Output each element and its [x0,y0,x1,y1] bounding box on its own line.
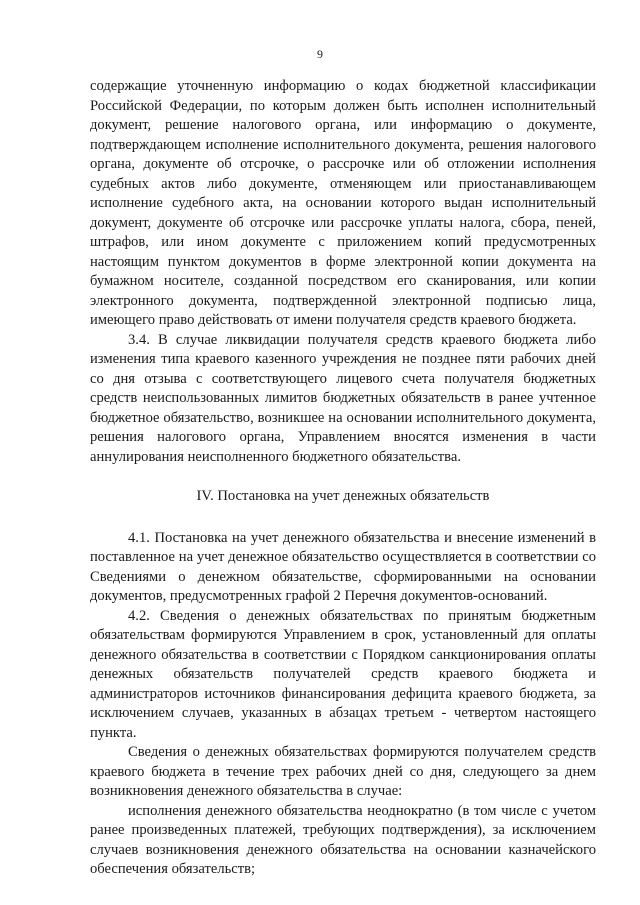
paragraph-svedeniya: Сведения о денежных обязательствах формируются получателем средств краевого бюджета в течение трех рабочих дней со дня, следующего за днем возникновения денежного обязательства в случае: [90,744,596,799]
document-body [90,77,596,880]
section-heading: IV. Постановка на учет денежных обязательств [196,488,490,504]
paragraph-4-2: 4.2. Сведения о денежных обязательствах по принятым бюджетным обязательствам формируются Управлением в срок, установленный для оплаты денежного обязательства в соответствии с Порядком санкционирования оплаты денежных обязательств получателей средств краевого бюджета и администраторов источников финансирования дефицита краевого бюджета, за исключением случаев, указанных в абзацах третьем - четвертом настоящего пункта. [90,607,596,741]
page-number: 9 [317,47,323,61]
paragraph-ispolneniya: исполнения денежного обязательства неоднократно (в том числе с учетом ранее произведенных платежей, требующих подтверждения), за исключением случаев возникновения денежного обязательства на основании казначейского обеспечения обязательств; [90,802,596,877]
paragraph-continuation: содержащие уточненную информацию о кодах бюджетной классификации Российской Федерации, по которым должен быть исполнен исполнительный документ, решение налогового органа, или информацию о документе, подтверждающем исполнение исполнительного документа, решения налогового органа, документе об отсрочке, о рассрочке или об отложении исполнения судебных актов либо документе, отменяющем или приостанавливающем исполнение судебного акта, на основании которого выдан исполнительный документ, документе об отсрочке или рассрочке уплаты налога, сбора, пеней, штрафов, или ином документе с приложением копий предусмотренных настоящим пунктом документов в форме электронной копии документа на бумажном носителе, созданной посредством его сканирования, или копии электронного документа, подтвержденной электронной подписью лица, имеющего право действовать от имени получателя средств краевого бюджета. [90,78,596,328]
paragraph-3-4: 3.4. В случае ликвидации получателя средств краевого бюджета либо изменения типа краевого казенного учреждения не позднее пяти рабочих дней со дня отзыва с соответствующего лицевого счета получателя бюджетных средств неиспользованных лимитов бюджетных обязательств в ранее учтенное бюджетное обязательство, возникшее на основании исполнительного документа, решения налогового органа, Управлением вносятся изменения в части аннулирования неисполненного бюджетного обязательства. [90,331,596,465]
paragraph-4-1: 4.1. Постановка на учет денежного обязательства и внесение изменений в поставленное на учет денежное обязательство осуществляется в соответствии со Сведениями о денежном обязательстве, сформированными на основании документов, предусмотренных графой 2 Перечня документов-оснований. [90,529,596,604]
